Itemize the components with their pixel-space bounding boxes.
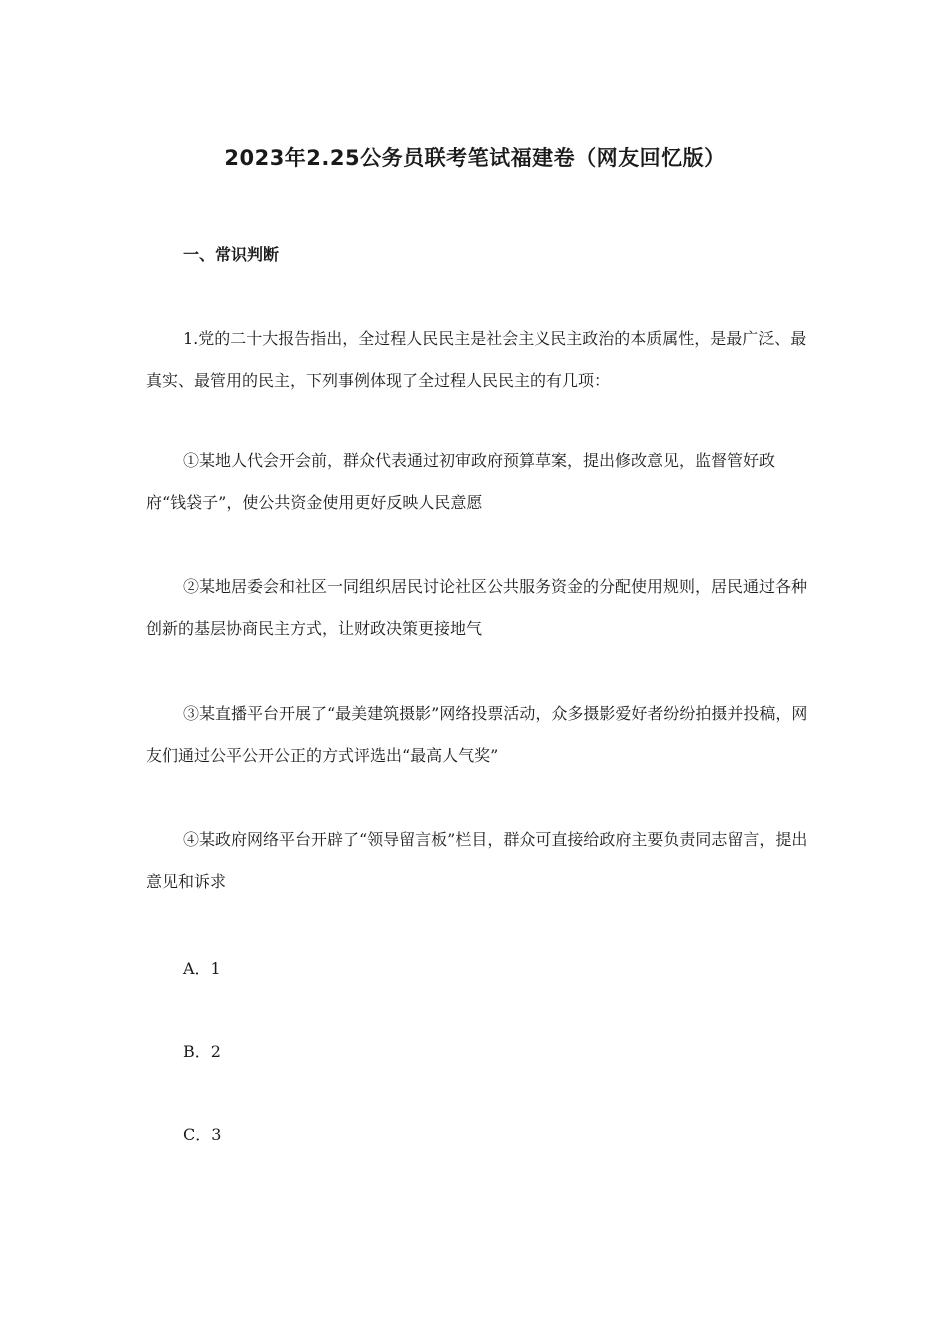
statement-item-2: ②某地居委会和社区一同组织居民讨论社区公共服务资金的分配使用规则，居民通过各种创新的基层协商民主方式，让财政决策更接地气 — [146, 577, 808, 638]
section-heading: 一、常识判断 — [183, 245, 280, 264]
answer-option-c: C．3 — [183, 1125, 222, 1144]
question-stem: 1.党的二十大报告指出，全过程人民民主是社会主义民主政治的本质属性，是最广泛、最真实、最管用的民主，下列事例体现了全过程人民民主的有几项： — [146, 329, 807, 390]
statement-item-1: ①某地人代会开会前，群众代表通过初审政府预算草案，提出修改意见，监督管好政府“钱袋子”，使公共资金使用更好反映人民意愿 — [146, 451, 776, 512]
document-title: 2023年2.25公务员联考笔试福建卷（网友回忆版） — [224, 146, 726, 170]
statement-item-3: ③某直播平台开展了“最美建筑摄影”网络投票活动，众多摄影爱好者纷纷拍摄并投稿，网友们通过公平公开公正的方式评选出“最高人气奖” — [146, 704, 808, 765]
statement-item-4: ④某政府网络平台开辟了“领导留言板”栏目，群众可直接给政府主要负责同志留言，提出意见和诉求 — [146, 830, 808, 891]
answer-option-b: B．2 — [183, 1042, 221, 1061]
answer-option-a: A．1 — [183, 959, 221, 978]
